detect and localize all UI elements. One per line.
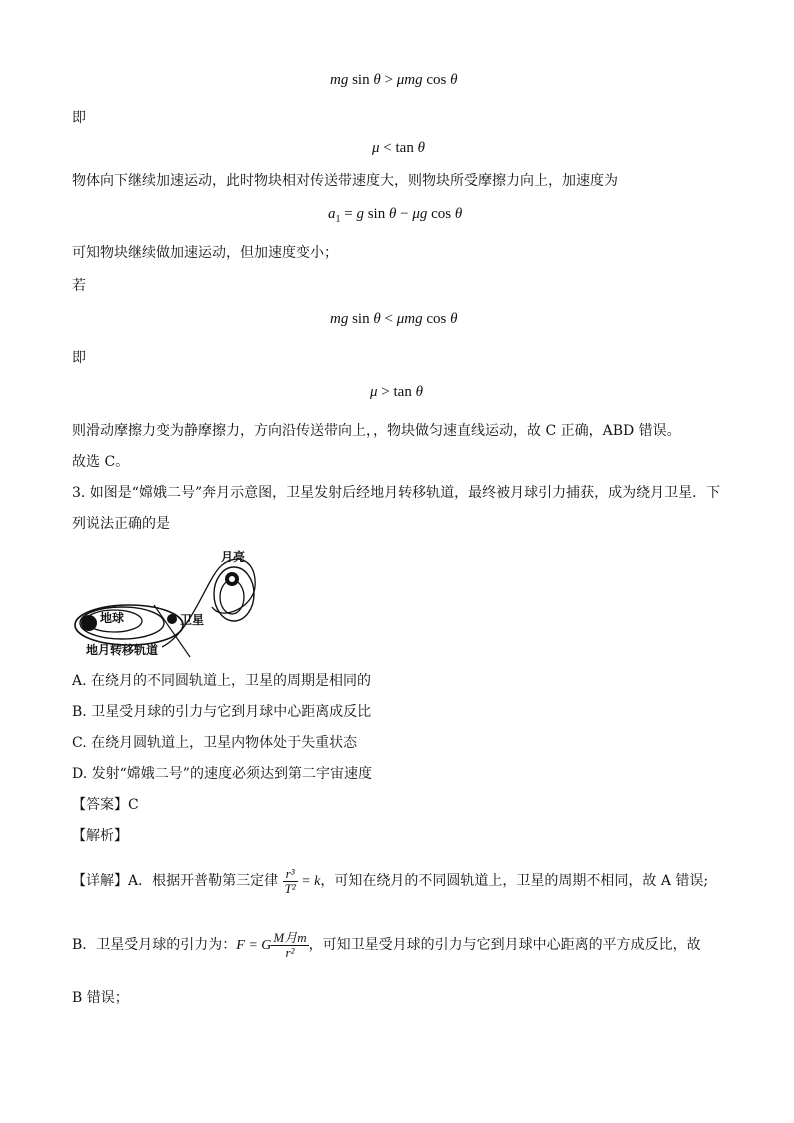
eq-var: a <box>328 206 336 222</box>
orbit-diagram <box>72 547 262 659</box>
text-line-4: 故选 C。 <box>72 454 130 470</box>
text-ruo: 若 <box>72 278 86 294</box>
eq-func: cos <box>431 206 452 222</box>
eq-var: θ <box>450 311 458 327</box>
detail-b-prefix: B．卫星受月球的引力为： <box>72 937 237 953</box>
earth-label: 地球 <box>100 611 125 625</box>
text-line-1: 物体向下继续加速运动，此时物块相对传送带速度大，则物块所受摩擦力向上，加速度为 <box>72 173 618 189</box>
eq-var: θ <box>415 384 423 400</box>
equation-1 <box>330 72 457 89</box>
fraction-denominator: T² <box>284 880 296 896</box>
detail-b-line-2: B 错误； <box>72 990 129 1006</box>
eq-func: tan <box>395 140 414 156</box>
option-b: B. 卫星受月球的引力与它到月球中心距离成反比 <box>72 704 372 720</box>
text-line-2: 可知物块继续做加速运动，但加速度变小； <box>72 245 338 261</box>
eq-term: F = G <box>236 938 272 953</box>
eq-var: θ <box>454 206 463 222</box>
moon-label: 月亮 <box>221 550 246 564</box>
eq-func: sin <box>367 206 386 222</box>
eq-var: μ <box>372 140 380 156</box>
eq-var: θ <box>373 311 381 327</box>
eq-term: μmg <box>396 311 423 327</box>
gravity-fraction <box>271 931 308 960</box>
equation-5 <box>370 384 423 401</box>
transfer-orbit <box>162 559 255 647</box>
eq-var: μ <box>370 384 378 400</box>
equation-3 <box>328 206 462 225</box>
text-ji-2: 即 <box>72 350 86 366</box>
eq-term: mg <box>330 311 349 327</box>
eq-func: cos <box>426 72 447 88</box>
equation-2 <box>372 140 425 157</box>
eq-op: > <box>380 72 397 88</box>
eq-term: μmg <box>396 72 423 88</box>
transfer-orbit-label: 地月转移轨道 <box>86 643 159 657</box>
eq-op: < <box>379 140 396 156</box>
detail-a-line <box>72 862 708 901</box>
satellite-body <box>167 614 177 624</box>
option-a: A. 在绕月的不同圆轨道上，卫星的周期是相同的 <box>72 673 372 689</box>
eq-subscript: 1 <box>335 214 341 225</box>
answer-line: 【答案】C <box>72 797 139 813</box>
detail-a-suffix: ，可知在绕月的不同圆轨道上，卫星的周期不相同，故 A 错误; <box>320 873 709 889</box>
kepler-fraction <box>283 867 298 896</box>
fraction-numerator: r³ <box>283 867 298 882</box>
equation-4 <box>330 311 457 328</box>
eq-op: − <box>396 206 413 222</box>
detail-b-suffix: ，可知卫星受月球的引力与它到月球中心距离的平方成反比，故 <box>308 937 701 953</box>
detail-b-line <box>72 926 701 965</box>
satellite-label: 卫星 <box>180 613 205 627</box>
analysis-heading: 【解析】 <box>72 828 128 844</box>
eq-term: mg <box>330 72 349 88</box>
question-3-line-2: 列说法正确的是 <box>72 516 170 532</box>
question-3-line-1: 3. 如图是“嫦娥二号”奔月示意图，卫星发射后经地月转移轨道，最终被月球引力捕获，成为绕月卫星．下 <box>72 485 721 501</box>
eq-func: sin <box>352 311 370 327</box>
eq-var: θ <box>417 140 425 156</box>
text-ji-1: 即 <box>72 110 86 126</box>
eq-var: θ <box>373 72 381 88</box>
eq-term: = k <box>297 874 321 889</box>
eq-op: = <box>340 206 357 222</box>
earth-body <box>81 615 97 631</box>
eq-func: tan <box>393 384 412 400</box>
text-line-3: 则滑动摩擦力变为静摩擦力，方向沿传送带向上，，物块做匀速直线运动，故 C 正确，ABD 错误。 <box>72 423 681 439</box>
eq-var: θ <box>450 72 458 88</box>
eq-var: g <box>356 206 364 222</box>
detail-a-prefix: 【详解】A．根据开普勒第三定律 <box>72 873 279 889</box>
eq-op: > <box>377 384 394 400</box>
eq-term: μg <box>412 206 428 222</box>
fraction-numerator: M月m <box>273 929 307 945</box>
fraction-denominator: r² <box>285 944 295 960</box>
eq-op: < <box>380 311 397 327</box>
eq-func: sin <box>352 72 370 88</box>
eq-func: cos <box>426 311 447 327</box>
option-c: C. 在绕月圆轨道上，卫星内物体处于失重状态 <box>72 735 358 751</box>
eq-var: θ <box>388 206 397 222</box>
moon-highlight <box>229 576 235 582</box>
option-d: D. 发射“嫦娥二号”的速度必须达到第二宇宙速度 <box>72 766 372 782</box>
